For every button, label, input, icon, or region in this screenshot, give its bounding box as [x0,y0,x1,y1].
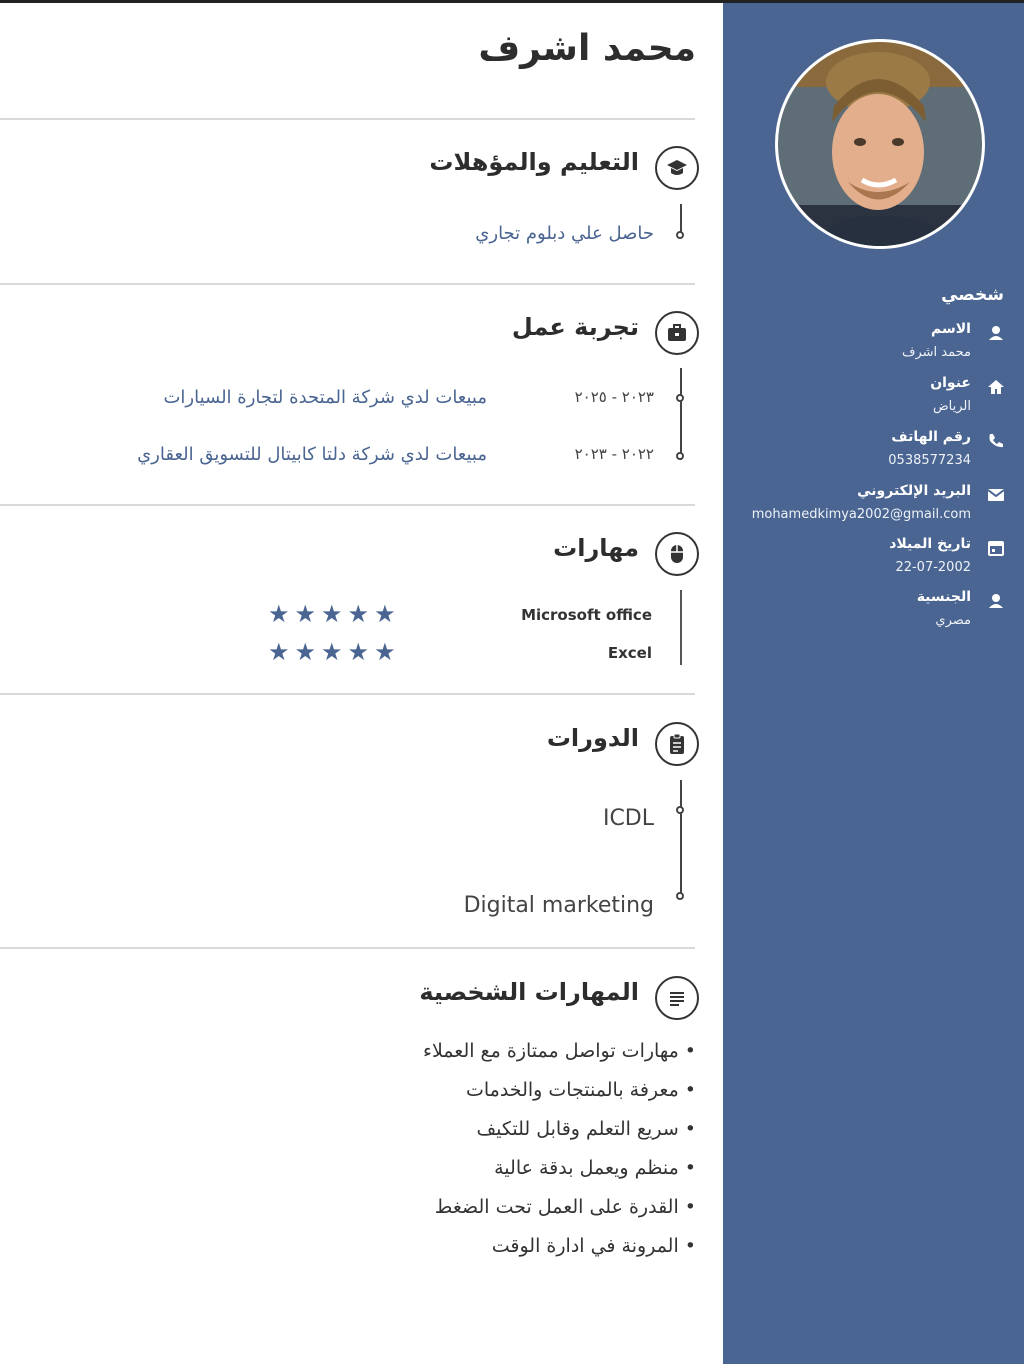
soft-skill-item: • منظم ويعمل بدقة عالية [494,1157,696,1179]
timeline-line [680,590,682,665]
skill-name: Microsoft office [521,606,652,624]
home-icon [986,377,1006,397]
graduation-cap-icon [655,146,699,190]
job-date: ٢٠٢٢ - ٢٠٢٣ [574,445,654,463]
mouse-icon [655,532,699,576]
personal-label: البريد الإلكتروني [857,483,971,499]
personal-value: محمد اشرف [902,345,971,360]
calendar-icon [986,538,1006,558]
personal-section-title: شخصي [941,285,1004,305]
course-item: ICDL [602,806,654,831]
timeline-line [680,780,682,898]
personal-label: رقم الهاتف [891,429,971,445]
person-icon [986,591,1006,611]
job-title: مبيعات لدي شركة المتحدة لتجارة السيارات [163,387,487,408]
soft-skills-title: المهارات الشخصية [419,978,639,1006]
divider [0,118,695,120]
timeline-dot [676,452,684,460]
divider [0,283,695,285]
skills-title: مهارات [553,534,639,562]
personal-item-address [723,375,1024,425]
personal-label: تاريخ الميلاد [889,536,971,552]
education-item: حاصل علي دبلوم تجاري [475,223,654,244]
course-item: Digital marketing [463,893,654,918]
courses-title: الدورات [546,724,639,752]
timeline-line [680,368,682,460]
sidebar [723,3,1024,1364]
profile-photo [775,39,985,249]
personal-item-nationality [723,589,1024,639]
personal-value: مصري [935,613,971,628]
personal-item-birthdate [723,536,1024,586]
timeline-dot [676,231,684,239]
soft-skill-item: • سريع التعلم وقابل للتكيف [476,1118,696,1140]
list-icon [655,976,699,1020]
divider [0,947,695,949]
resume-name: محمد اشرف [478,28,696,69]
skill-rating-stars: ★★★★★ [268,600,401,628]
timeline-dot [676,892,684,900]
soft-skill-item: • المرونة في ادارة الوقت [491,1235,696,1257]
personal-label: الجنسية [916,589,971,605]
education-title: التعليم والمؤهلات [429,148,639,176]
job-date: ٢٠٢٣ - ٢٠٢٥ [574,388,654,406]
phone-icon [986,431,1006,451]
clipboard-icon [655,722,699,766]
personal-item-name [723,321,1024,371]
timeline-dot [676,394,684,402]
divider [0,693,695,695]
skill-rating-stars: ★★★★★ [268,638,401,666]
divider [0,504,695,506]
person-icon [986,323,1006,343]
personal-item-phone [723,429,1024,479]
personal-label: عنوان [930,375,971,391]
personal-label: الاسم [931,321,971,337]
personal-value: 0538577234 [888,453,971,468]
job-title: مبيعات لدي شركة دلتا كابيتال للتسويق العقاري [137,444,487,465]
experience-title: تجربة عمل [511,313,639,341]
mail-icon [986,485,1006,505]
briefcase-icon [655,311,699,355]
soft-skill-item: • مهارات تواصل ممتازة مع العملاء [423,1040,696,1062]
timeline-dot [676,806,684,814]
personal-value: الرياض [932,399,971,414]
soft-skill-item: • معرفة بالمنتجات والخدمات [465,1079,696,1101]
personal-value: 22-07-2002 [895,560,971,575]
personal-value: mohamedkimya2002@gmail.com [751,507,971,522]
soft-skill-item: • القدرة على العمل تحت الضغط [434,1196,696,1218]
skill-name: Excel [607,644,652,662]
personal-item-email [723,483,1024,533]
